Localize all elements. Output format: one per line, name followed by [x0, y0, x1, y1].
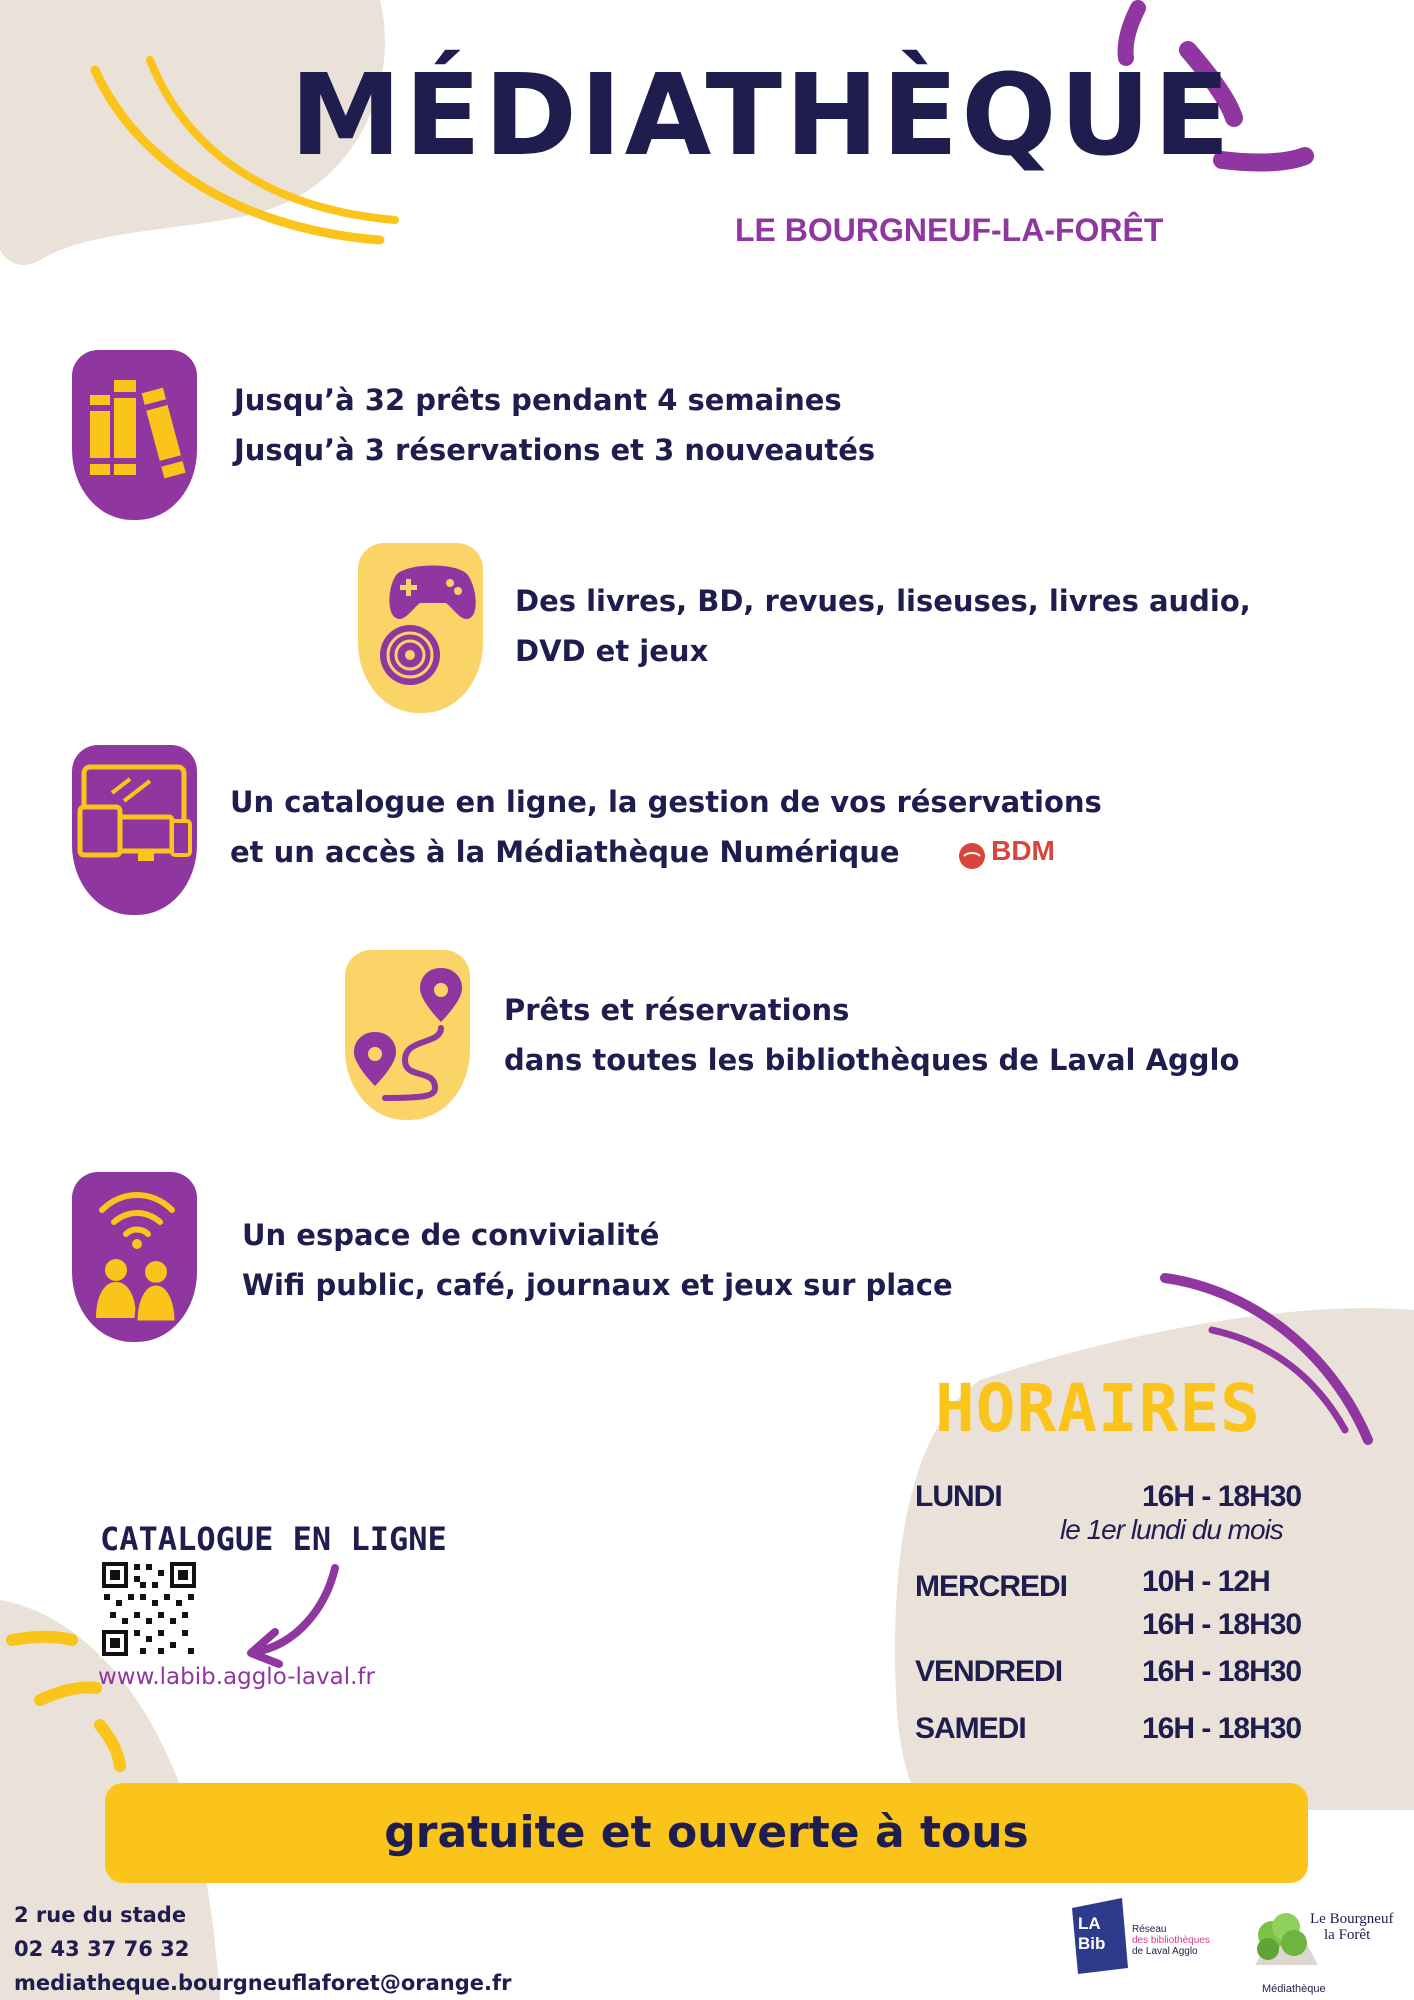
day-friday: VENDREDI [915, 1655, 1063, 1688]
bourgneuf-name-line: Le Bourgneuf [1310, 1911, 1394, 1927]
feature-text-loans [234, 375, 875, 475]
footer-address: 2 rue du stade [14, 1903, 187, 1927]
feature-line: DVD et jeux [515, 634, 709, 668]
bdm-logo-text: BDM [991, 835, 1055, 866]
time-saturday: 16H - 18H30 [1142, 1712, 1302, 1745]
feature-line: Un espace de convivialité [242, 1218, 660, 1252]
qr-code-icon[interactable] [100, 1560, 198, 1658]
devices-icon [72, 745, 197, 915]
feature-text-media [515, 576, 1251, 676]
bourgneuf-name-line: la Forêt [1324, 1927, 1371, 1943]
feature-line: dans toutes les bibliothèques de Laval Agglo [504, 1043, 1240, 1077]
feature-line: Jusqu’à 32 prêts pendant 4 semaines [234, 383, 842, 417]
books-icon [72, 350, 197, 520]
labib-caption-line: de Laval Agglo [1132, 1946, 1198, 1957]
page-subtitle: LE BOURGNEUF-LA-FORÊT [735, 212, 1164, 248]
feature-tile-space [72, 1172, 197, 1342]
feature-line: et un accès à la Médiathèque Numérique [230, 835, 900, 869]
labib-caption-line: des bibliothèques [1132, 1935, 1210, 1946]
wifi-people-icon [72, 1172, 197, 1342]
day-wednesday: MERCREDI [915, 1570, 1068, 1603]
day-saturday: SAMEDI [915, 1712, 1026, 1745]
bourgneuf-name [1310, 1911, 1393, 1943]
map-route-icon [345, 950, 470, 1120]
page-title: MÉDIATHÈQUE [290, 51, 1233, 181]
bourgneuf-caption: Médiathèque [1262, 1983, 1326, 1995]
note-monday: le 1er lundi du mois [1060, 1514, 1283, 1545]
feature-text-space [242, 1210, 953, 1310]
catalogue-url-link[interactable]: www.labib.agglo-laval.fr [98, 1664, 375, 1690]
feature-tile-online [72, 745, 197, 915]
feature-tile-media [358, 543, 483, 713]
banner-text: gratuite et ouverte à tous [384, 1807, 1029, 1858]
catalogue-title: CATALOGUE EN LIGNE [100, 1520, 447, 1558]
bdm-logo [958, 835, 1055, 870]
feature-line: Prêts et réservations [504, 993, 850, 1027]
footer-phone: 02 43 37 76 32 [14, 1937, 190, 1961]
free-access-banner [105, 1783, 1308, 1883]
day-monday: LUNDI [915, 1480, 1002, 1513]
labib-caption-line: Réseau [1132, 1924, 1167, 1935]
time-friday: 16H - 18H30 [1142, 1655, 1302, 1688]
feature-line: Jusqu’à 3 réservations et 3 nouveautés [234, 433, 876, 467]
feature-line: Un catalogue en ligne, la gestion de vos réservations [230, 785, 1102, 819]
footer-email[interactable]: mediatheque.bourgneuflaforet@orange.fr [14, 1971, 512, 1995]
horaires-title: HORAIRES [935, 1370, 1261, 1447]
time-wednesday-1: 10H - 12H [1142, 1565, 1270, 1598]
feature-line: Des livres, BD, revues, liseuses, livres audio, [515, 584, 1251, 618]
bdm-logo-icon [958, 842, 986, 870]
feature-line: Wifi public, café, journaux et jeux sur place [242, 1268, 953, 1302]
time-monday: 16H - 18H30 [1142, 1480, 1302, 1513]
gamepad-disc-icon [358, 543, 483, 713]
arrow-icon [235, 1560, 345, 1670]
feature-tile-loans [72, 350, 197, 520]
time-wednesday-2: 16H - 18H30 [1142, 1608, 1302, 1641]
labib-mark: LA Bib [1078, 1914, 1106, 1953]
feature-tile-network [345, 950, 470, 1120]
labib-caption [1132, 1924, 1222, 1957]
feature-text-network [504, 985, 1239, 1085]
